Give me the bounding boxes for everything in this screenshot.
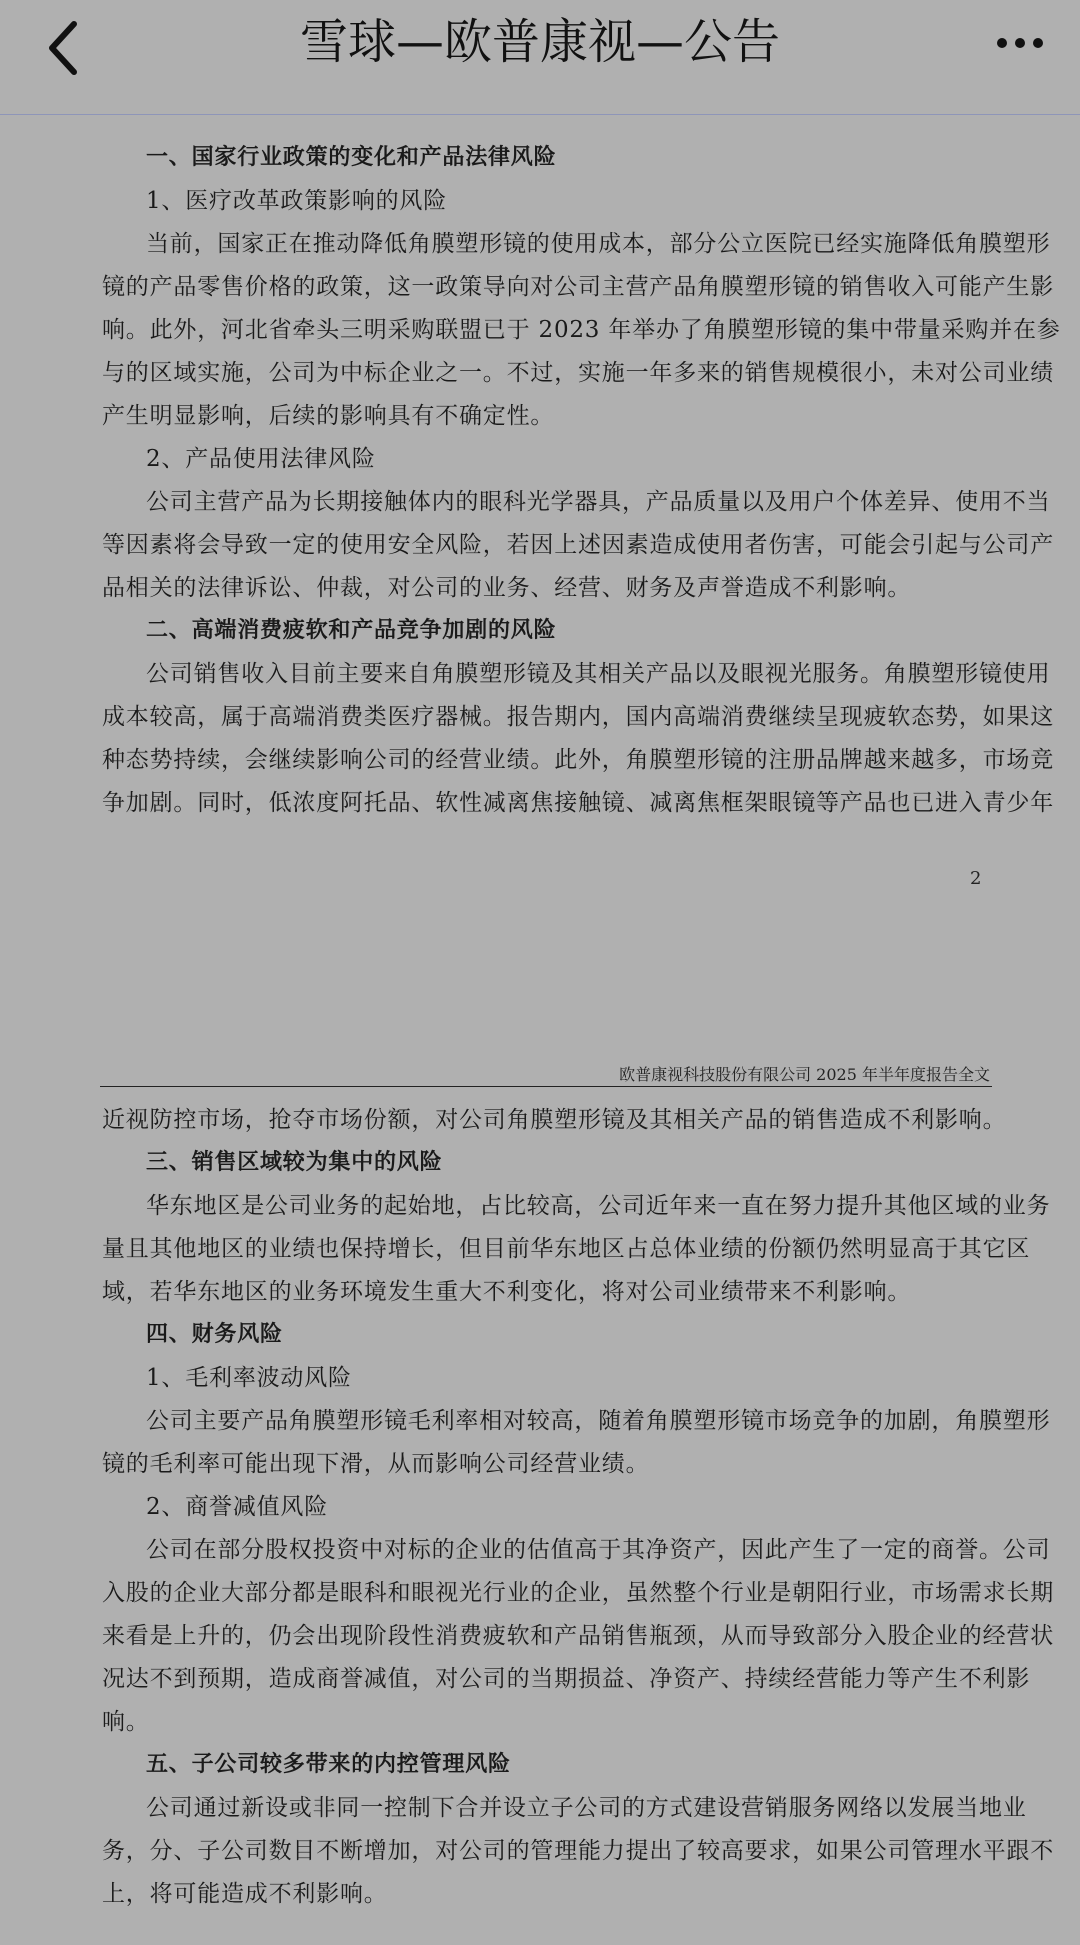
text-line: 镜的产品零售价格的政策，这一政策导向对公司主营产品角膜塑形镜的销售收入可能产生影 (102, 274, 1054, 300)
text-line: 当前，国家正在推动降低角膜塑形镜的使用成本，部分公立医院已经实施降低角膜塑形 (146, 231, 1051, 257)
text-line: 来看是上升的，仍会出现阶段性消费疲软和产品销售瓶颈，从而导致部分入股企业的经营状 (102, 1623, 1054, 1649)
text-line: 况达不到预期，造成商誉减值，对公司的当期损益、净资产、持续经营能力等产生不利影 (102, 1666, 1031, 1692)
text-line: 公司通过新设或非同一控制下合并设立子公司的方式建设营销服务网络以发展当地业 (146, 1795, 1027, 1821)
text-line: 1、医疗改革政策影响的风险 (146, 188, 448, 214)
text-line: 响。 (102, 1709, 150, 1735)
text-line: 华东地区是公司业务的起始地，占比较高，公司近年来一直在努力提升其他区域的业务 (146, 1193, 1051, 1219)
text-line: 上，将可能造成不利影响。 (102, 1881, 388, 1907)
chevron-left-icon (44, 18, 84, 78)
text-line: 公司主营产品为长期接触体内的眼科光学器具，产品质量以及用户个体差异、使用不当 (146, 489, 1051, 515)
text-line: 1、毛利率波动风险 (146, 1365, 352, 1391)
header-divider (100, 1086, 992, 1087)
text-line: 域，若华东地区的业务环境发生重大不利变化，将对公司业绩带来不利影响。 (102, 1279, 912, 1305)
text-line: 镜的毛利率可能出现下滑，从而影响公司经营业绩。 (102, 1451, 650, 1477)
text-line: 成本较高，属于高端消费类医疗器械。报告期内，国内高端消费继续呈现疲软态势，如果这 (102, 704, 1054, 730)
page-number: 2 (970, 868, 982, 889)
section-heading: 一、国家行业政策的变化和产品法律风险 (146, 145, 557, 170)
text-line: 入股的企业大部分都是眼科和眼视光行业的企业，虽然整个行业是朝阳行业，市场需求长期 (102, 1580, 1054, 1606)
text-line: 2、产品使用法律风险 (146, 446, 376, 472)
text-line: 响。此外，河北省牵头三明采购联盟已于 2023 年举办了角膜塑形镜的集中带量采购并在参 (102, 317, 1061, 343)
text-line: 争加剧。同时，低浓度阿托品、软性减离焦接触镜、减离焦框架眼镜等产品也已进入青少年 (102, 790, 1054, 816)
text-line: 与的区域实施，公司为中标企业之一。不过，实施一年多来的销售规模很小，未对公司业绩 (102, 360, 1054, 386)
text-line: 品相关的法律诉讼、仲裁，对公司的业务、经营、财务及声誉造成不利影响。 (102, 575, 912, 601)
more-dots-icon (995, 35, 1045, 51)
section-heading: 四、财务风险 (146, 1322, 283, 1347)
text-line: 近视防控市场，抢夺市场份额，对公司角膜塑形镜及其相关产品的销售造成不利影响。 (102, 1107, 1007, 1133)
text-line: 2、商誉减值风险 (146, 1494, 329, 1520)
running-header: 欧普康视科技股份有限公司 2025 年半年度报告全文 (619, 1065, 990, 1084)
text-line: 公司销售收入目前主要来自角膜塑形镜及其相关产品以及眼视光服务。角膜塑形镜使用 (146, 661, 1051, 687)
text-line: 量且其他地区的业绩也保持增长，但目前华东地区占总体业绩的份额仍然明显高于其它区 (102, 1236, 1031, 1262)
text-line: 产生明显影响，后续的影响具有不确定性。 (102, 403, 555, 429)
navigation-bar (0, 0, 1080, 115)
text-line: 等因素将会导致一定的使用安全风险，若因上述因素造成使用者伤害，可能会引起与公司产 (102, 532, 1054, 558)
page-title: 雪球—欧普康视—公告 (299, 14, 780, 70)
text-line: 公司主要产品角膜塑形镜毛利率相对较高，随着角膜塑形镜市场竞争的加剧，角膜塑形 (146, 1408, 1051, 1434)
text-line: 公司在部分股权投资中对标的企业的估值高于其净资产，因此产生了一定的商誉。公司 (146, 1537, 1051, 1563)
section-heading: 三、销售区域较为集中的风险 (146, 1150, 443, 1175)
back-button[interactable] (34, 18, 94, 78)
section-heading: 五、子公司较多带来的内控管理风险 (146, 1752, 511, 1777)
text-line: 种态势持续，会继续影响公司的经营业绩。此外，角膜塑形镜的注册品牌越来越多，市场竞 (102, 747, 1054, 773)
text-line: 务，分、子公司数目不断增加，对公司的管理能力提出了较高要求，如果公司管理水平跟不 (102, 1838, 1054, 1864)
more-button[interactable] (990, 18, 1050, 68)
section-heading: 二、高端消费疲软和产品竞争加剧的风险 (146, 618, 557, 643)
